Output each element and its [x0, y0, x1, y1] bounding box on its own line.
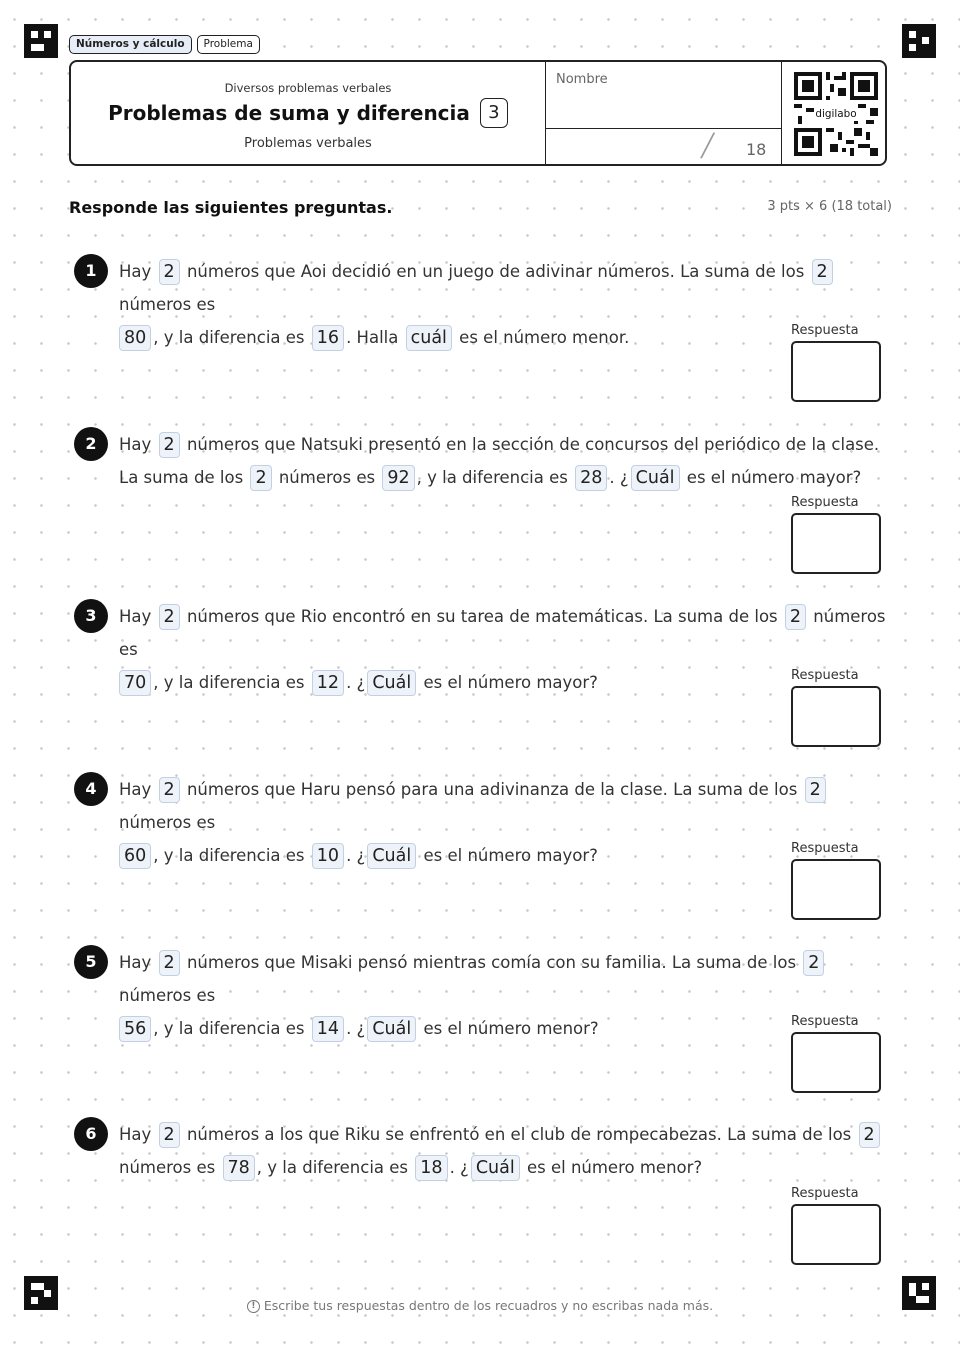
- value-box: 92: [382, 465, 414, 491]
- value-box: 2: [785, 604, 806, 630]
- value-box: 2: [805, 777, 826, 803]
- value-box: cuál: [406, 325, 452, 351]
- value-box: Cuál: [367, 670, 416, 696]
- value-box: 2: [159, 1122, 180, 1148]
- value-box: 2: [159, 950, 180, 976]
- value-box: 2: [159, 432, 180, 458]
- value-box: 80: [119, 325, 151, 351]
- value-box: 18: [415, 1155, 447, 1181]
- worksheet-number: 3: [480, 98, 508, 128]
- qr-area: [781, 62, 886, 164]
- warning-icon: !: [247, 1300, 260, 1313]
- score-slash: ╱: [701, 134, 715, 159]
- answer-label-2: Respuesta: [791, 495, 859, 510]
- corner-marker-top-right: [902, 24, 936, 58]
- question-text-4: Hay 2 números que Haru pensó para una adivinanza de la clase. La suma de los 2 números es 60 , y la diferencia es 10 . ¿ Cuál es el número mayor?: [119, 773, 891, 872]
- worksheet-header: [69, 60, 887, 166]
- header-subtitle-top: Diversos problemas verbales: [224, 81, 392, 95]
- value-box: 56: [119, 1016, 151, 1042]
- answer-box-2[interactable]: [791, 513, 881, 574]
- value-box: 28: [575, 465, 607, 491]
- question-text-6: Hay 2 números a los que Riku se enfrentó en el club de rompecabezas. La suma de los 2 números es 78 , y la diferencia es 18 . ¿ Cuál es el número menor?: [119, 1118, 891, 1184]
- question-number-6: 6: [74, 1117, 108, 1151]
- qr-label: digilabo: [815, 108, 857, 121]
- header-subtitle-bottom: Problemas verbales: [244, 136, 372, 151]
- value-box: 2: [159, 777, 180, 803]
- value-box: 2: [159, 259, 180, 285]
- score-total: 18: [746, 140, 767, 159]
- value-box: 10: [312, 843, 344, 869]
- answer-label-3: Respuesta: [791, 668, 859, 683]
- answer-box-4[interactable]: [791, 859, 881, 920]
- title-area: [71, 62, 545, 164]
- value-box: 14: [312, 1016, 344, 1042]
- category-tags: [69, 35, 260, 54]
- footer-text: Escribe tus respuestas dentro de los recuadros y no escribas nada más.: [263, 1298, 714, 1313]
- value-box: 16: [312, 325, 344, 351]
- points-info: 3 pts × 6 (18 total): [767, 199, 892, 214]
- footer-note: [0, 1298, 960, 1313]
- name-label: Nombre: [556, 72, 608, 87]
- answer-label-5: Respuesta: [791, 1014, 859, 1029]
- name-score-area: [545, 62, 782, 164]
- tag-type: Problema: [197, 35, 260, 54]
- value-box: Cuál: [367, 1016, 416, 1042]
- question-number-3: 3: [74, 599, 108, 633]
- tag-category: Números y cálculo: [69, 35, 192, 54]
- value-box: Cuál: [471, 1155, 520, 1181]
- answer-box-6[interactable]: [791, 1204, 881, 1265]
- value-box: 12: [312, 670, 344, 696]
- answer-box-1[interactable]: [791, 341, 881, 402]
- value-box: 2: [250, 465, 271, 491]
- question-number-5: 5: [74, 945, 108, 979]
- value-box: 2: [803, 950, 824, 976]
- value-box: 2: [159, 604, 180, 630]
- question-number-4: 4: [74, 772, 108, 806]
- value-box: 60: [119, 843, 151, 869]
- answer-label-1: Respuesta: [791, 323, 859, 338]
- question-text-2: Hay 2 números que Natsuki presentó en la sección de concursos del periódico de la clase. La suma de los 2 números es 92 , y la diferencia es 28 . ¿ Cuál es el número mayor?: [119, 428, 891, 494]
- question-number-2: 2: [74, 427, 108, 461]
- answer-box-5[interactable]: [791, 1032, 881, 1093]
- answer-label-6: Respuesta: [791, 1186, 859, 1201]
- question-text-5: Hay 2 números que Misaki pensó mientras comía con su familia. La suma de los 2 números es 56 , y la diferencia es 14 . ¿ Cuál es el número menor?: [119, 946, 891, 1045]
- qr-code-icon: [794, 72, 878, 156]
- value-box: Cuál: [367, 843, 416, 869]
- question-text-3: Hay 2 números que Rio encontró en su tarea de matemáticas. La suma de los 2 números es 70 , y la diferencia es 12 . ¿ Cuál es el número mayor?: [119, 600, 891, 699]
- answer-label-4: Respuesta: [791, 841, 859, 856]
- instructions: Responde las siguientes preguntas.: [69, 198, 393, 217]
- question-text-1: Hay 2 números que Aoi decidió en un juego de adivinar números. La suma de los 2 números es 80 , y la diferencia es 16 . Halla cuál es el número menor.: [119, 255, 891, 354]
- corner-marker-top-left: [24, 24, 58, 58]
- value-box: 78: [223, 1155, 255, 1181]
- value-box: 2: [812, 259, 833, 285]
- value-box: 2: [859, 1122, 880, 1148]
- worksheet-title: Problemas de suma y diferencia: [108, 101, 470, 125]
- answer-box-3[interactable]: [791, 686, 881, 747]
- value-box: 70: [119, 670, 151, 696]
- value-box: Cuál: [631, 465, 680, 491]
- question-number-1: 1: [74, 254, 108, 288]
